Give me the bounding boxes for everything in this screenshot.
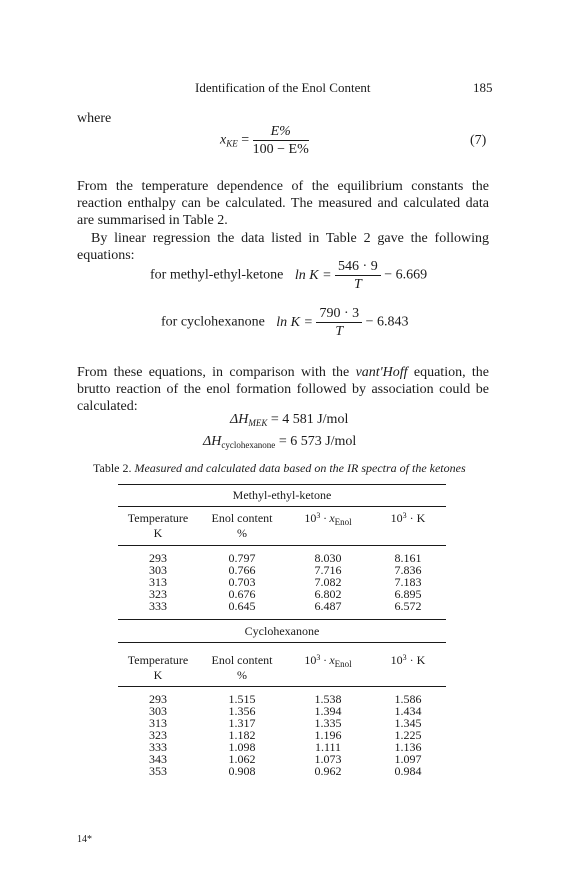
para3-text-b: equation, the brutto reaction of the enol formation followed by association could be calculated: bbox=[77, 365, 489, 414]
cell-k: 8.161 bbox=[394, 551, 422, 565]
eq-mek-label: for methyl-ethyl-ketone bbox=[150, 267, 284, 283]
cell-enol-content: 1.515 bbox=[228, 692, 256, 706]
cell-x-enol: 6.487 bbox=[314, 599, 342, 613]
col-enol-header: Enol content % bbox=[211, 653, 273, 682]
cell-temperature: 343 bbox=[149, 752, 167, 766]
eq-mek-fraction bbox=[335, 258, 381, 293]
equation-mek bbox=[150, 258, 427, 293]
cell-enol-content: 0.908 bbox=[228, 764, 256, 778]
eq-cyc-rest: − 6.843 bbox=[365, 314, 409, 330]
col-k-header: $10^3 \cdot K$ bbox=[390, 511, 426, 525]
cell-k: 1.225 bbox=[394, 728, 422, 742]
cell-temperature: 353 bbox=[149, 764, 167, 778]
cell-temperature: 313 bbox=[149, 575, 167, 589]
eq-mek-denominator: T bbox=[353, 277, 362, 292]
dh-cyc-symbol: ΔH bbox=[203, 434, 222, 449]
dh-mek-sub: MEK bbox=[248, 418, 268, 428]
eq-cyc-fraction bbox=[316, 305, 362, 340]
cell-k: 1.345 bbox=[394, 716, 422, 730]
eq7-denominator: 100 − E% bbox=[252, 142, 309, 157]
table-caption-text: Measured and calculated data based on the IR spectra of the ketones bbox=[134, 461, 466, 475]
cell-enol-content: 0.645 bbox=[228, 599, 256, 613]
table-caption-label: Table 2. bbox=[93, 461, 135, 475]
para3-italic: vant'Hoff bbox=[355, 365, 408, 380]
cell-enol-content: 0.766 bbox=[228, 563, 256, 577]
cell-x-enol: 7.082 bbox=[314, 575, 342, 589]
cell-temperature: 333 bbox=[149, 599, 167, 613]
cell-k: 0.984 bbox=[394, 764, 422, 778]
where-text: where bbox=[77, 111, 112, 126]
cell-x-enol: 6.802 bbox=[314, 587, 342, 601]
paragraph-temperature-dependence: From the temperature dependence of the equilibrium constants the reaction enthalpy can be calculated. The measured and calculated data are summarised in Table 2. bbox=[77, 179, 489, 228]
cell-enol-content: 1.098 bbox=[228, 740, 256, 754]
cell-temperature: 303 bbox=[149, 704, 167, 718]
paragraph-linear-regression: By linear regression the data listed in Table 2 gave the following equations: bbox=[77, 231, 489, 263]
table-caption bbox=[93, 461, 466, 476]
delta-h-mek bbox=[230, 412, 348, 428]
cell-k: 6.572 bbox=[394, 599, 422, 613]
cell-x-enol: 0.962 bbox=[314, 764, 342, 778]
eq-mek-lhs: ln K = bbox=[294, 267, 332, 283]
col-temperature-header: Temperature K bbox=[127, 653, 189, 682]
cell-x-enol: 1.335 bbox=[314, 716, 342, 730]
equation-number: (7) bbox=[470, 133, 487, 148]
col-x-enol-header: $10^3 \cdot x_{Enol}$ bbox=[304, 511, 352, 527]
page-number: 185 bbox=[473, 80, 493, 95]
equation-7: $x_{KE}$ = $\frac{E\%}{100 - E\%}$ bbox=[220, 124, 309, 157]
cell-temperature: 293 bbox=[149, 551, 167, 565]
cell-x-enol: 1.111 bbox=[314, 740, 342, 754]
cell-enol-content: 1.356 bbox=[228, 704, 256, 718]
eq-cyc-lhs: ln K = bbox=[276, 314, 313, 330]
dh-mek-symbol: ΔH bbox=[230, 412, 249, 427]
cell-temperature: 323 bbox=[149, 728, 167, 742]
equation-cyclohexanone bbox=[161, 305, 409, 340]
header-cyc-rule bbox=[118, 686, 446, 687]
section-title-cyclohexanone: Cyclohexanone bbox=[244, 624, 320, 638]
para3-text-a: From these equations, in comparison with the bbox=[77, 365, 356, 380]
delta-h-cyclohexanone bbox=[203, 434, 356, 450]
cell-temperature: 333 bbox=[149, 740, 167, 754]
eq-cyc-label: for cyclohexanone bbox=[161, 314, 265, 330]
section-mek-rule bbox=[118, 506, 446, 507]
cell-k: 1.097 bbox=[394, 752, 422, 766]
signature-mark: 14* bbox=[77, 834, 92, 845]
cell-enol-content: 0.703 bbox=[228, 575, 256, 589]
cell-temperature: 313 bbox=[149, 716, 167, 730]
col-k-header: $10^3 \cdot K$ bbox=[390, 653, 426, 667]
cell-x-enol: 7.716 bbox=[314, 563, 342, 577]
cell-k: 7.836 bbox=[394, 563, 422, 577]
cell-k: 7.183 bbox=[394, 575, 422, 589]
cell-k: 6.895 bbox=[394, 587, 422, 601]
cell-temperature: 293 bbox=[149, 692, 167, 706]
cell-k: 1.586 bbox=[394, 692, 422, 706]
cell-enol-content: 0.676 bbox=[228, 587, 256, 601]
cell-x-enol: 8.030 bbox=[314, 551, 342, 565]
section-cyc-top-rule bbox=[118, 619, 446, 620]
cell-enol-content: 0.797 bbox=[228, 551, 256, 565]
col-temperature-header: Temperature K bbox=[127, 511, 189, 540]
cell-temperature: 323 bbox=[149, 587, 167, 601]
dh-mek-value: = 4 581 J/mol bbox=[267, 412, 349, 427]
eq-cyc-numerator: 790 · 3 bbox=[316, 305, 362, 323]
cell-x-enol: 1.538 bbox=[314, 692, 342, 706]
cell-k: 1.434 bbox=[394, 704, 422, 718]
eq7-lhs-sub: KE bbox=[226, 138, 238, 149]
section-title-mek: Methyl-ethyl-ketone bbox=[232, 488, 332, 502]
cell-enol-content: 1.317 bbox=[228, 716, 256, 730]
header-mek-rule bbox=[118, 545, 446, 546]
eq7-fraction bbox=[253, 123, 309, 158]
dh-cyc-value: = 6 573 J/mol bbox=[275, 434, 357, 449]
eq-mek-rest: − 6.669 bbox=[384, 267, 428, 283]
cell-temperature: 303 bbox=[149, 563, 167, 577]
cell-k: 1.136 bbox=[394, 740, 422, 754]
table-top-rule bbox=[118, 484, 446, 485]
cell-enol-content: 1.182 bbox=[228, 728, 256, 742]
section-cyc-rule bbox=[118, 642, 446, 643]
eq7-numerator: E% bbox=[253, 123, 309, 141]
cell-x-enol: 1.394 bbox=[314, 704, 342, 718]
cell-x-enol: 1.073 bbox=[314, 752, 342, 766]
col-enol-header: Enol content % bbox=[211, 511, 273, 540]
eq-cyc-denominator: T bbox=[335, 324, 344, 339]
paragraph-vant-hoff bbox=[77, 364, 489, 415]
running-header-title: Identification of the Enol Content bbox=[195, 80, 371, 95]
eq-mek-numerator: 546 · 9 bbox=[335, 258, 381, 276]
dh-cyc-sub: cyclohexanone bbox=[221, 440, 276, 450]
eq7-lhs: x bbox=[220, 132, 227, 148]
cell-enol-content: 1.062 bbox=[228, 752, 256, 766]
col-x-enol-header: $10^3 \cdot x_{Enol}$ bbox=[304, 653, 352, 669]
cell-x-enol: 1.196 bbox=[314, 728, 342, 742]
